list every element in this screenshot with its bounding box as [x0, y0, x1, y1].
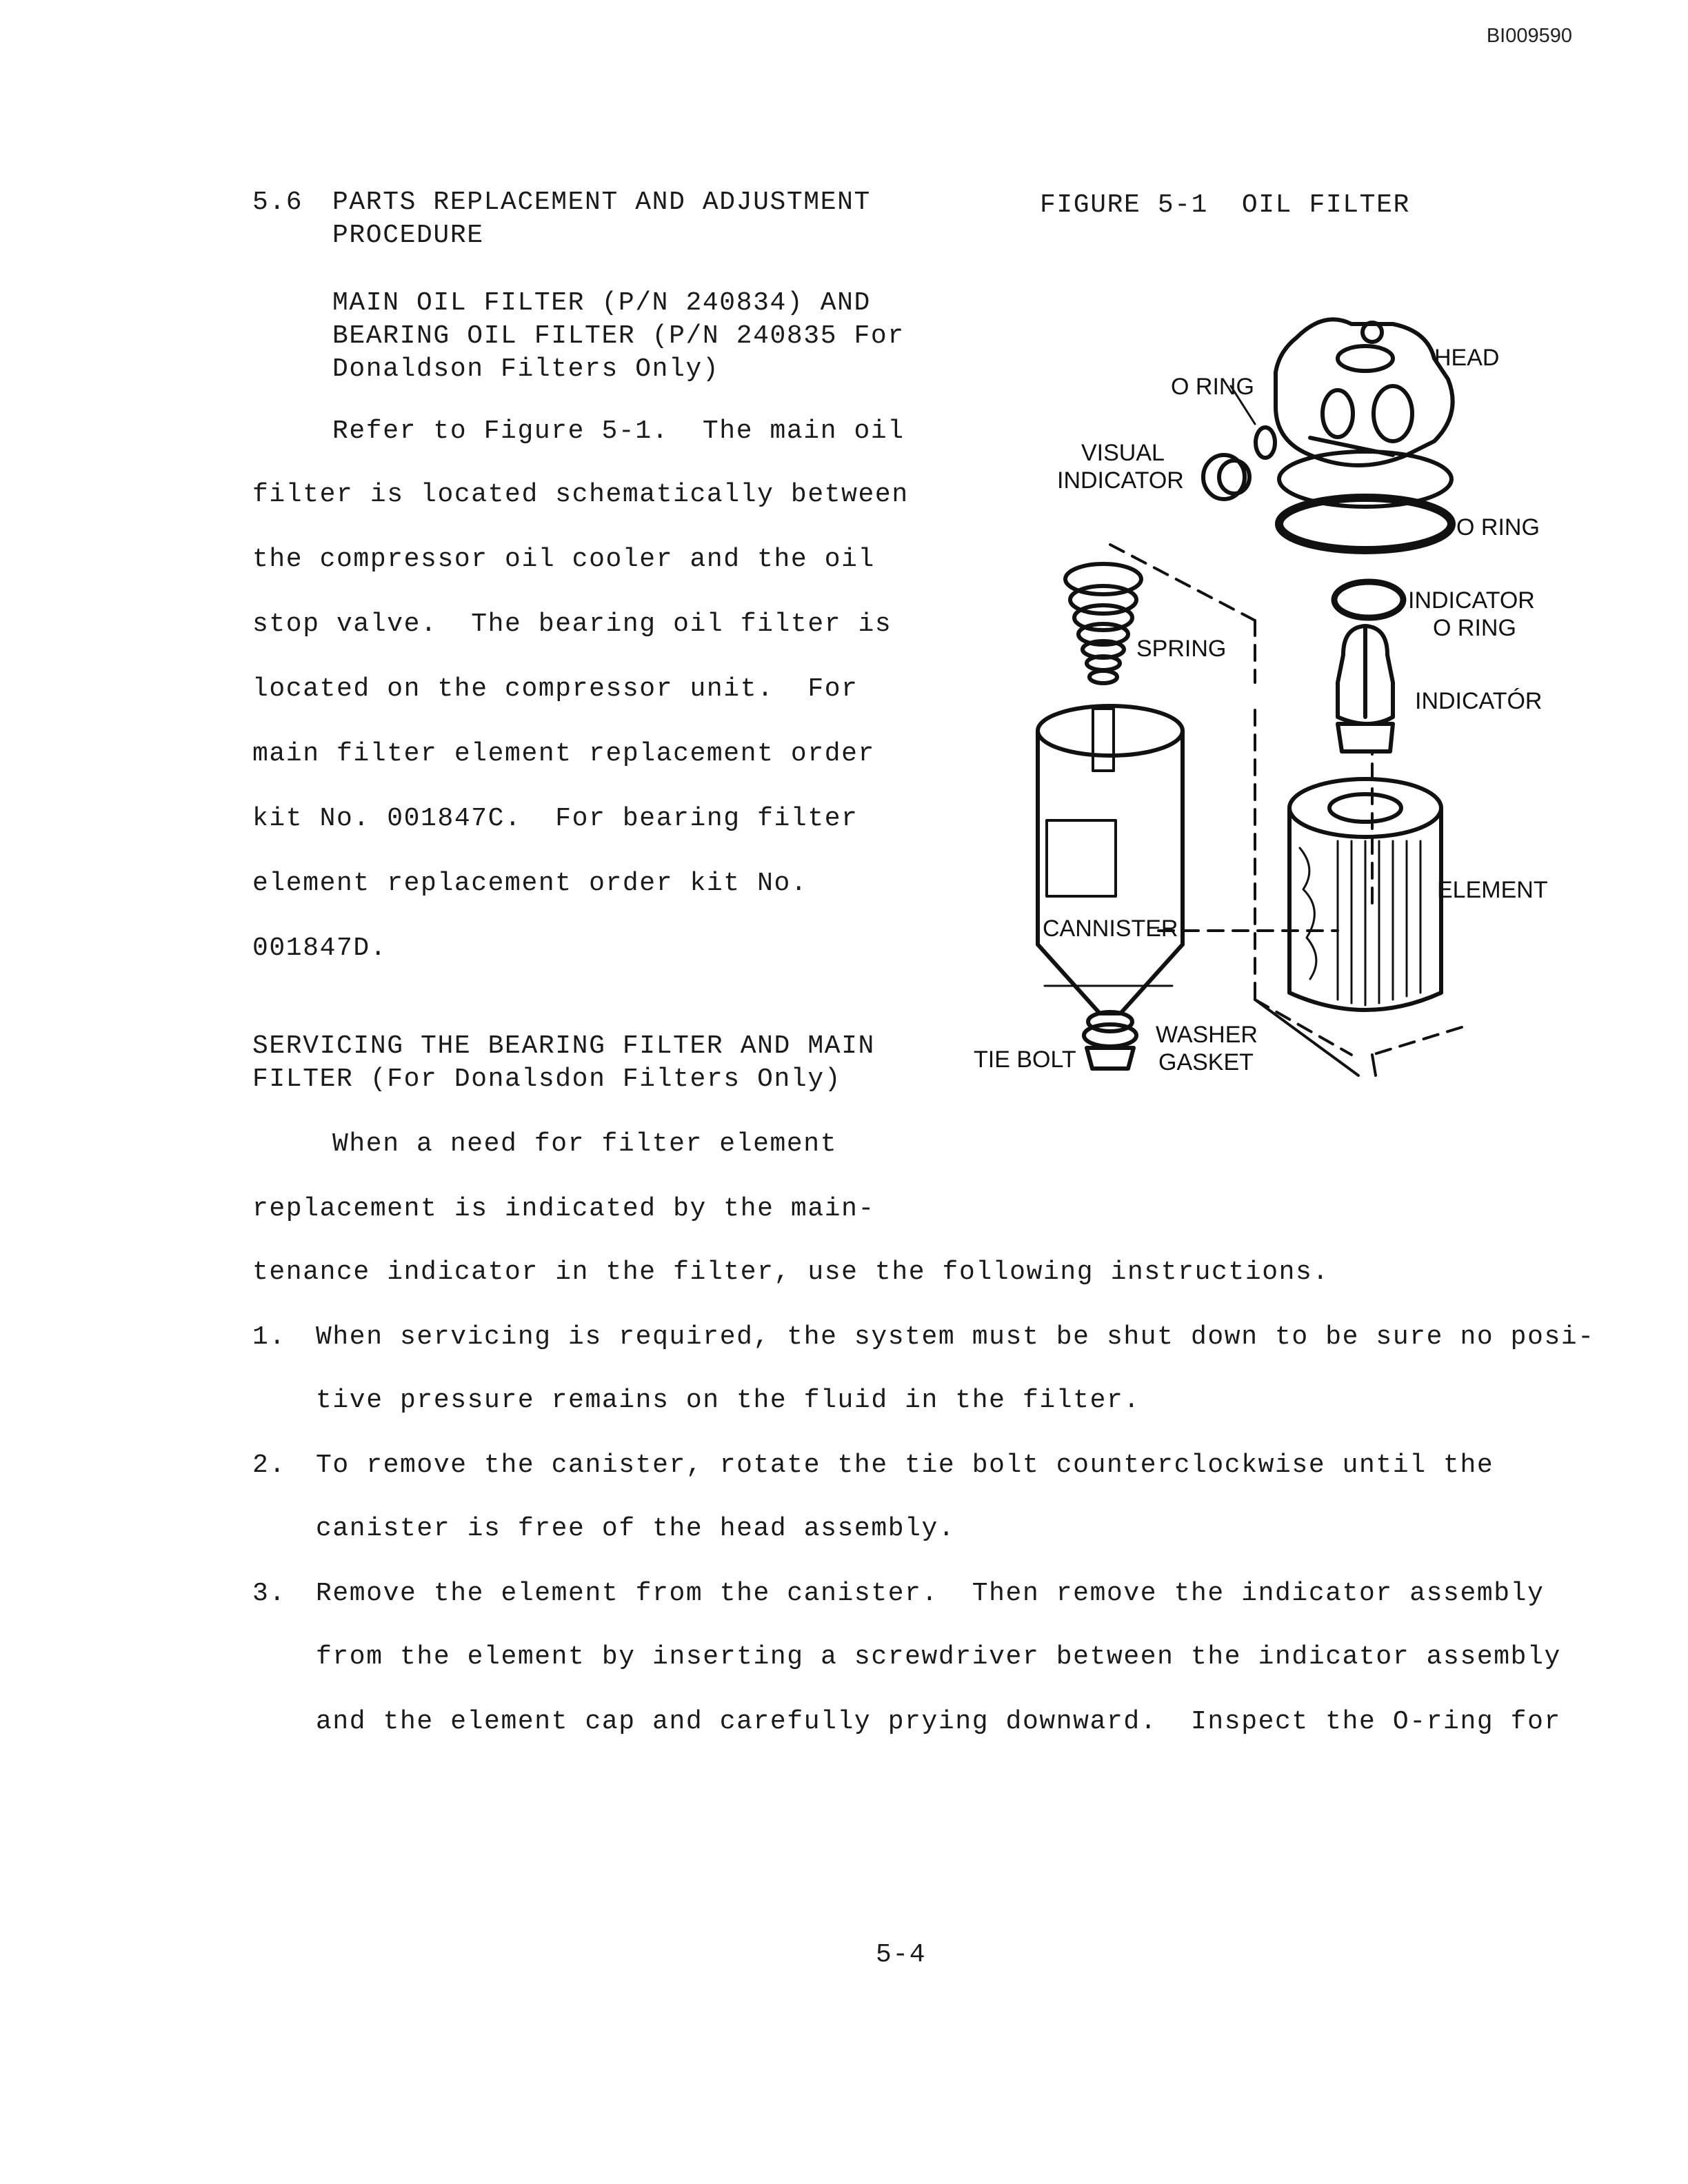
intro-line9: 001847D. — [252, 933, 388, 963]
step-1-line1: When servicing is required, the system must be shut down to be sure no posi- — [316, 1322, 1595, 1352]
tie-bolt-drawing — [1084, 1012, 1136, 1069]
intro-line1: Refer to Figure 5-1. The main oil — [332, 416, 905, 446]
label-head: HEAD — [1434, 345, 1500, 371]
step-1-number: 1. — [252, 1322, 286, 1352]
document-id: BI009590 — [1486, 25, 1572, 47]
filter-heading-line2: BEARING OIL FILTER (P/N 240835 For — [332, 321, 905, 351]
canister-drawing — [1038, 706, 1183, 1013]
servicing-heading-line1: SERVICING THE BEARING FILTER AND MAIN — [252, 1031, 875, 1061]
label-indicator: INDICATÓR — [1415, 688, 1543, 714]
intro-line4: stop valve. The bearing oil filter is — [252, 609, 892, 639]
element-drawing — [1289, 779, 1441, 1010]
step-3-number: 3. — [252, 1579, 286, 1608]
intro-line6: main filter element replacement order — [252, 739, 875, 769]
servicing-heading-line2: FILTER (For Donalsdon Filters Only) — [252, 1064, 842, 1094]
label-cannister: CANNISTER — [1043, 916, 1178, 942]
label-indicator-o: INDICATOR — [1408, 587, 1535, 614]
indicator-drawing — [1338, 626, 1393, 751]
step-3-line3: and the element cap and carefully prying downward. Inspect the O-ring for — [316, 1707, 1561, 1737]
section-number: 5.6 — [252, 188, 303, 217]
step-1-line2: tive pressure remains on the fluid in the filter. — [316, 1386, 1141, 1415]
spring-drawing — [1065, 564, 1141, 683]
label-visual: VISUAL — [1081, 440, 1165, 466]
section-title-line1: PARTS REPLACEMENT AND ADJUSTMENT — [332, 188, 871, 217]
filter-head-drawing — [1276, 319, 1453, 507]
label-o-ring-top: O RING — [1171, 374, 1254, 400]
oil-filter-figure — [952, 296, 1572, 1110]
label-spring: SPRING — [1136, 636, 1227, 662]
page-number: 5-4 — [876, 1940, 927, 1970]
label-gasket: GASKET — [1158, 1049, 1254, 1075]
label-element: ELEMENT — [1437, 877, 1548, 903]
servicing-para-line1: When a need for filter element — [332, 1129, 838, 1159]
step-2-number: 2. — [252, 1450, 286, 1480]
filter-heading-line1: MAIN OIL FILTER (P/N 240834) AND — [332, 288, 871, 318]
servicing-para-line2: replacement is indicated by the main- — [252, 1194, 875, 1224]
indicator-o-ring-drawing — [1334, 582, 1403, 618]
intro-line5: located on the compressor unit. For — [252, 674, 858, 704]
filter-heading-line3: Donaldson Filters Only) — [332, 354, 720, 384]
intro-line8: element replacement order kit No. — [252, 869, 808, 898]
label-indicator-o-ring: O RING — [1433, 615, 1516, 641]
intro-line3: the compressor oil cooler and the oil — [252, 545, 875, 574]
figure-caption: FIGURE 5-1 OIL FILTER — [1040, 190, 1410, 220]
intro-line7: kit No. 001847C. For bearing filter — [252, 804, 858, 833]
servicing-para-line3: tenance indicator in the filter, use the following instructions. — [252, 1257, 1329, 1287]
step-3-line1: Remove the element from the canister. Then remove the indicator assembly — [316, 1579, 1545, 1608]
label-o-ring-right: O RING — [1456, 514, 1540, 540]
label-washer: WASHER — [1156, 1022, 1258, 1048]
step-3-line2: from the element by inserting a screwdriver between the indicator assembly — [316, 1642, 1561, 1672]
intro-line2: filter is located schematically between — [252, 480, 909, 509]
label-visual-indicator: INDICATOR — [1057, 467, 1184, 494]
label-tie-bolt: TIE BOLT — [974, 1046, 1076, 1073]
section-title-line2: PROCEDURE — [332, 221, 484, 250]
step-2-line1: To remove the canister, rotate the tie bolt counterclockwise until the — [316, 1450, 1494, 1480]
step-2-line2: canister is free of the head assembly. — [316, 1514, 956, 1544]
visual-indicator-drawing — [1203, 455, 1249, 499]
o-ring-small-drawing — [1256, 427, 1275, 458]
